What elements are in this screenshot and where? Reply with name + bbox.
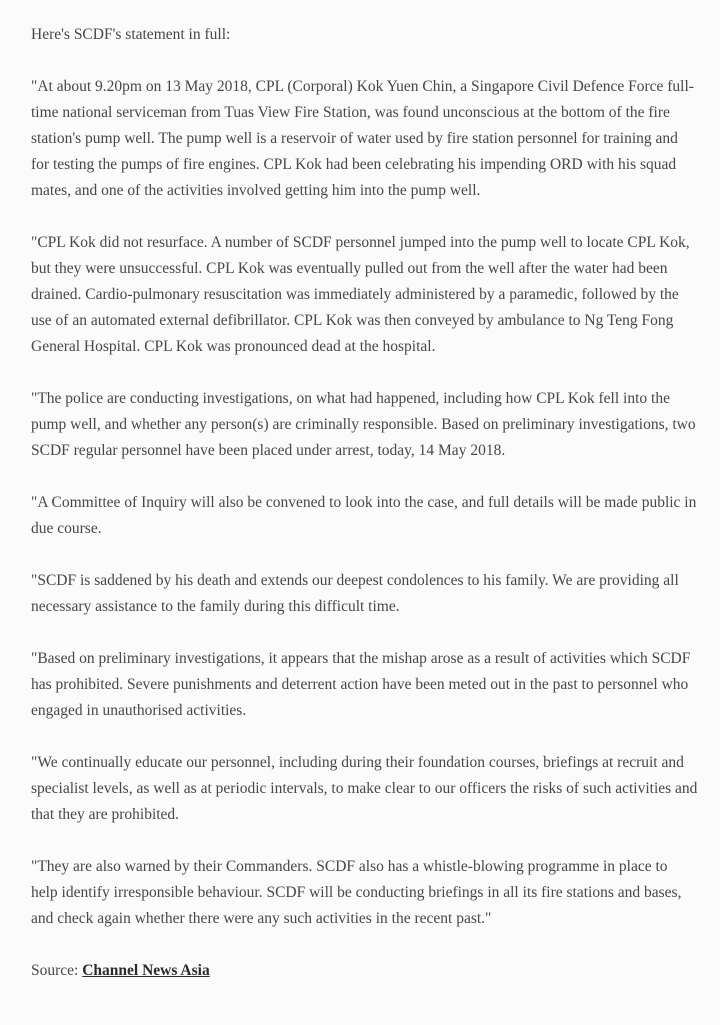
statement-paragraph-6: "Based on preliminary investigations, it appears that the mishap arose as a result of activities which SCDF has prohibited. Severe punishments and deterrent action have been meted out in the past to personnel who engaged in unauthorised activities. xyxy=(31,650,691,719)
intro-line: Here's SCDF's statement in full: xyxy=(31,26,231,43)
statement-paragraph-7: "We continually educate our personnel, including during their foundation courses, briefings at recruit and specialist levels, as well as at periodic intervals, to make clear to our officers the risks of such activities and that they are prohibited. xyxy=(31,754,698,823)
statement-paragraph-3: "The police are conducting investigations, on what had happened, including how CPL Kok fell into the pump well, and whether any person(s) are criminally responsible. Based on preliminary investigations, two SCDF regular personnel have been placed under arrest, today, 14 May 2018. xyxy=(31,390,696,459)
statement-paragraph-4: "A Committee of Inquiry will also be convened to look into the case, and full details will be made public in due course. xyxy=(31,494,697,537)
statement-paragraph-5: "SCDF is saddened by his death and extends our deepest condolences to his family. We are providing all necessary assistance to the family during this difficult time. xyxy=(31,572,679,615)
source-link[interactable]: Channel News Asia xyxy=(82,962,210,979)
statement-paragraph-2: "CPL Kok did not resurface. A number of SCDF personnel jumped into the pump well to locate CPL Kok, but they were unsuccessful. CPL Kok was eventually pulled out from the well after the water had been drained. Cardio-pulmonary resuscitation was immediately administered by a paramedic, followed by the use of an automated external defibrillator. CPL Kok was then conveyed by ambulance to Ng Teng Fong General Hospital. CPL Kok was pronounced dead at the hospital. xyxy=(31,234,690,355)
statement-paragraph-1: "At about 9.20pm on 13 May 2018, CPL (Corporal) Kok Yuen Chin, a Singapore Civil Defence Force full-time national serviceman from Tuas View Fire Station, was found unconscious at the bottom of the fire station's pump well. The pump well is a reservoir of water used by fire station personnel for training and for testing the pumps of fire engines. CPL Kok had been celebrating his impending ORD with his squad mates, and one of the activities involved getting him into the pump well. xyxy=(31,78,694,199)
source-line xyxy=(31,958,698,984)
source-label: Source: xyxy=(31,962,83,979)
statement-paragraph-8: "They are also warned by their Commanders. SCDF also has a whistle-blowing programme in place to help identify irresponsible behaviour. SCDF will be conducting briefings in all its fire stations and bases, and check again whether there were any such activities in the recent past." xyxy=(31,858,682,927)
